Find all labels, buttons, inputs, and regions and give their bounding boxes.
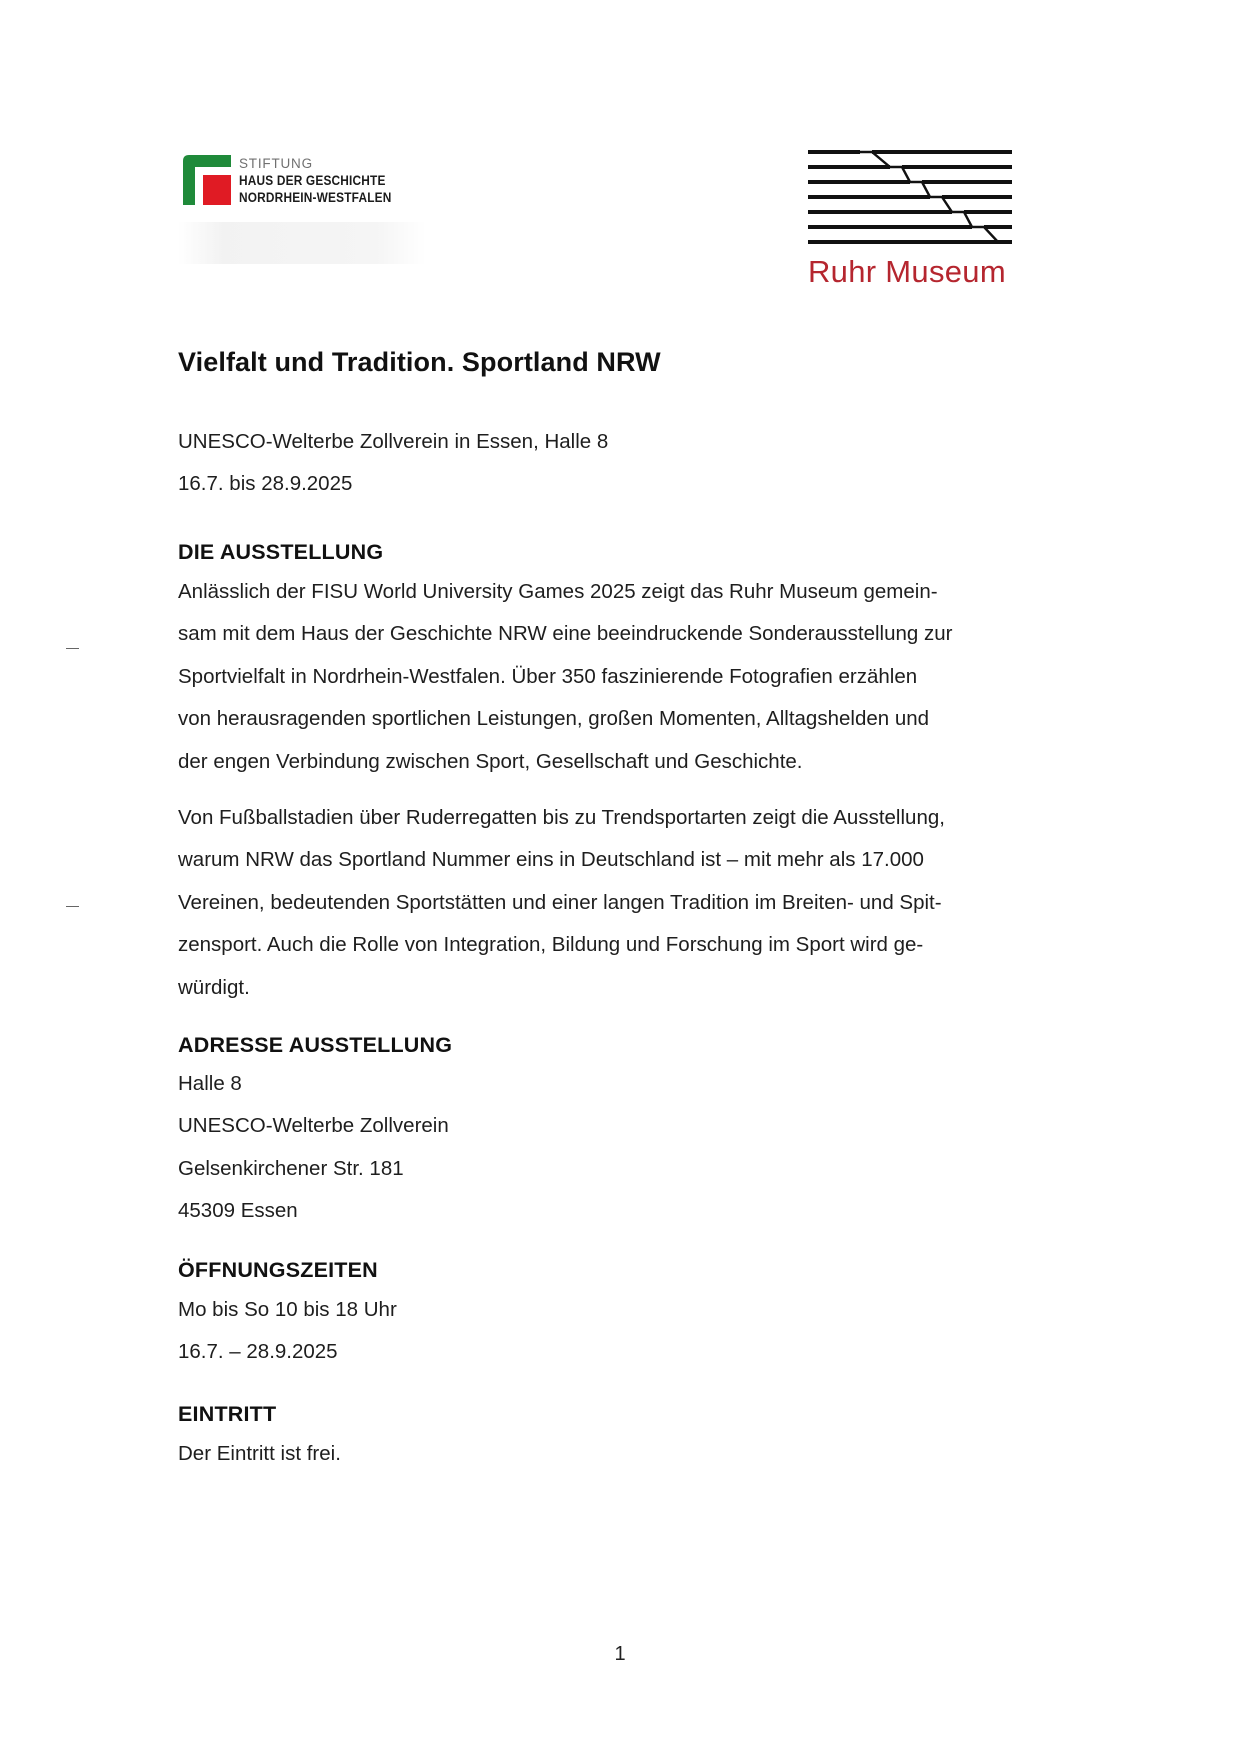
hdg-logo-text (239, 155, 412, 206)
ruhr-bar (872, 150, 1012, 154)
paragraph-line: der engen Verbindung zwischen Sport, Gesellschaft und Geschichte. (178, 749, 803, 773)
opening-hours-block (178, 1289, 1018, 1374)
ruhr-museum-mark-icon (808, 150, 1012, 250)
entry-block (178, 1433, 1018, 1475)
ruhr-bar (808, 150, 860, 154)
opening-hours-heading: ÖFFNUNGSZEITEN (178, 1258, 378, 1282)
paragraph-line: Vereinen, bedeutenden Sportstätten und einer langen Tradition im Breiten- und Spit- (178, 890, 942, 914)
paragraph-line: zensport. Auch die Rolle von Integration, Bildung und Forschung im Sport wird ge- (178, 933, 924, 957)
ruhr-bar (808, 195, 930, 199)
address-line: 45309 Essen (178, 1199, 298, 1223)
paragraph-line: warum NRW das Sportland Nummer eins in Deutschland ist – mit mehr als 17.000 (178, 848, 924, 872)
page-number: 1 (614, 1643, 626, 1665)
document-title: Vielfalt und Tradition. Sportland NRW (178, 347, 661, 377)
entry-heading: EINTRITT (178, 1402, 277, 1426)
ruhr-bar (808, 210, 952, 214)
paragraph-line: sam mit dem Haus der Geschichte NRW eine beeindruckende Sonderausstellung zur (178, 622, 953, 646)
paragraph-line: Anlässlich der FISU World University Games 2025 zeigt das Ruhr Museum gemein- (178, 580, 938, 603)
hdg-logo (183, 155, 412, 209)
exhibition-paragraph-2 (178, 797, 1018, 1009)
hdg-red-square (203, 175, 231, 205)
ruhr-museum-wordmark: Ruhr Museum (808, 254, 1006, 289)
paragraph-line: würdigt. (178, 975, 250, 999)
ruhr-bar (808, 225, 972, 229)
ruhr-bar (808, 240, 1012, 244)
ruhr-bar (942, 195, 1012, 199)
hdg-logo-line-2: HAUS DER GESCHICHTE (239, 173, 386, 188)
paragraph-line: Sportvielfalt in Nordrhein-Westfalen. Über 350 faszinierende Fotografien erzählen (178, 664, 918, 688)
paragraph-line: von herausragenden sportlichen Leistungen, großen Momenten, Alltagshelden und (178, 707, 930, 731)
paragraph-line: Von Fußballstadien über Ruderregatten bis zu Trendsportarten zeigt die Ausstellung, (178, 806, 945, 829)
ruhr-bar (808, 180, 910, 184)
address-line: Gelsenkirchener Str. 181 (178, 1156, 404, 1180)
address-line: Halle 8 (178, 1072, 242, 1095)
ruhr-bar (964, 210, 1012, 214)
hours-line: Mo bis So 10 bis 18 Uhr (178, 1298, 397, 1321)
hdg-logo-mark-icon (183, 155, 231, 205)
margin-tick (66, 648, 79, 649)
address-line: UNESCO-Welterbe Zollverein (178, 1114, 449, 1138)
entry-line: Der Eintritt ist frei. (178, 1442, 341, 1465)
exhibition-paragraph-1 (178, 571, 1018, 783)
exhibition-heading: DIE AUSSTELLUNG (178, 540, 384, 564)
ruhr-bar (984, 225, 1012, 229)
venue-block (178, 421, 1018, 506)
hours-line: 16.7. – 28.9.2025 (178, 1340, 338, 1364)
hdg-logo-line-3: NORDRHEIN-WESTFALEN (239, 190, 392, 205)
scan-smudge (178, 222, 426, 264)
ruhr-bar (922, 180, 1012, 184)
address-heading: ADRESSE AUSSTELLUNG (178, 1033, 453, 1057)
address-block (178, 1063, 1018, 1233)
ruhr-bar (902, 165, 1012, 169)
venue-line: UNESCO-Welterbe Zollverein in Essen, Halle 8 (178, 430, 609, 453)
margin-tick (66, 906, 79, 907)
ruhr-bar (808, 165, 890, 169)
hdg-logo-line-1: STIFTUNG (239, 156, 313, 171)
ruhr-museum-logo (808, 150, 1012, 290)
venue-date-line: 16.7. bis 28.9.2025 (178, 472, 353, 496)
